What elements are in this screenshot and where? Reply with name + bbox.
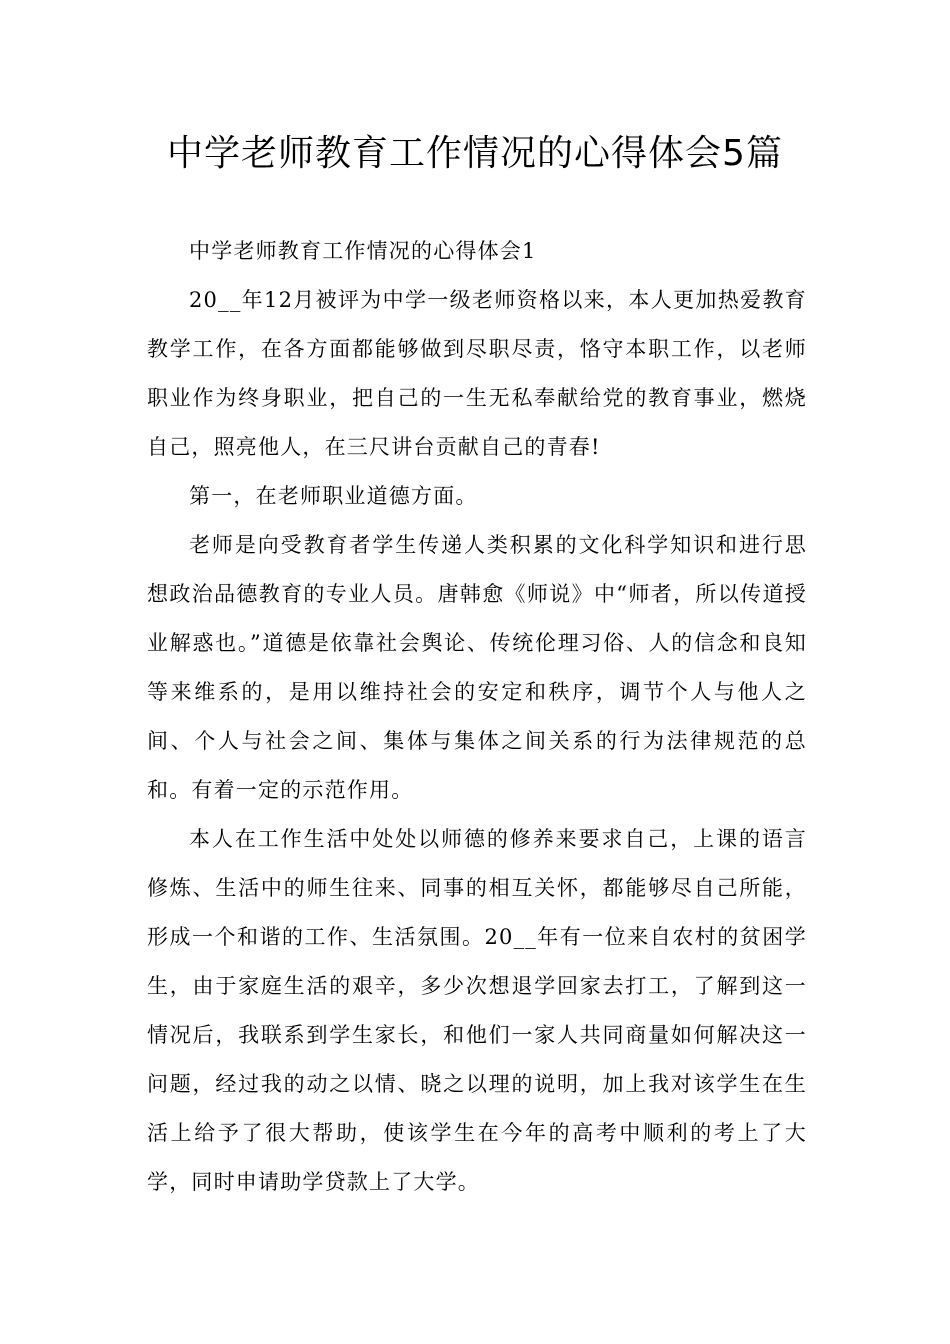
section-heading: 中学老师教育工作情况的心得体会1: [189, 239, 537, 263]
document-title: 中学老师教育工作情况的心得体会5篇: [167, 133, 783, 174]
paragraph: 第一，在老师职业道德方面。: [189, 484, 478, 508]
paragraph: 老师是向受教育者学生传递人类积累的文化科学知识和进行思想政治品德教育的专业人员。唐韩愈《师说》中“师者，所以传道授业解惑也。”道德是依靠社会舆论、传统伦理习俗、人的信念和良知等来维系的，是用以维持社会的安定和秩序，调节个人与他人之间、个人与社会之间、集体与集体之间关系的行为法律规范的总和。有着一定的示范作用。: [147, 533, 807, 802]
paragraph: 20__年12月被评为中学一级老师资格以来，本人更加热爱教育教学工作，在各方面都能够做到尽职尽责，恪守本职工作，以老师职业作为终身职业，把自己的一生无私奉献给党的教育事业，燃烧自己，照亮他人，在三尺讲台贡献自己的青春!: [147, 288, 807, 459]
paragraph: 本人在工作生活中处处以师德的修养来要求自己，上课的语言修炼、生活中的师生往来、同事的相互关怀，都能够尽自己所能，形成一个和谐的工作、生活氛围。20__年有一位来自农村的贫困学生，由于家庭生活的艰辛，多少次想退学回家去打工，了解到这一情况后，我联系到学生家长，和他们一家人共同商量如何解决这一问题，经过我的动之以情、晓之以理的说明，加上我对该学生在生活上给予了很大帮助，使该学生在今年的高考中顺利的考上了大学，同时申请助学贷款上了大学。: [147, 827, 807, 1194]
document-body: [147, 227, 807, 1207]
